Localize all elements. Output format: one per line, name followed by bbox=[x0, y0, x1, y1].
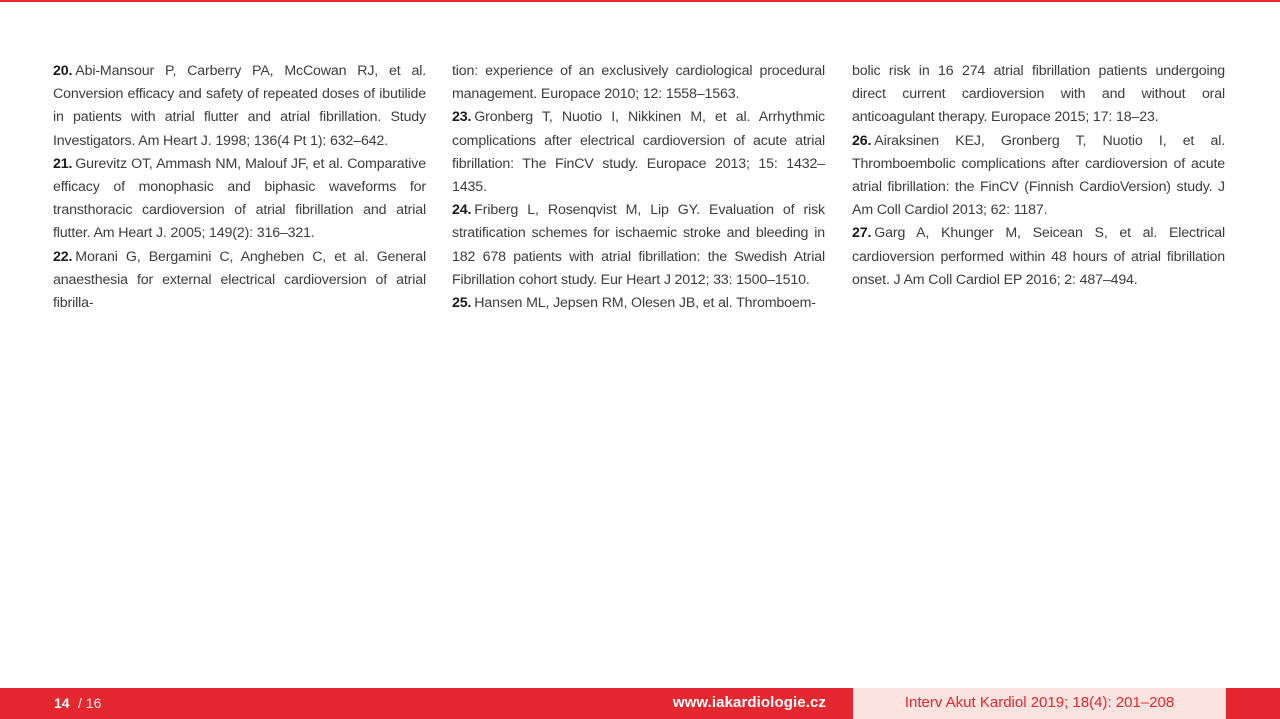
page-total: / 16 bbox=[78, 695, 102, 711]
reference-text: Gronberg T, Nuotio I, Nikkinen M, et al. Arrhythmic complications after electrical cardioversion of acute atrial fibrillation: The FinCV study. Europace 2013; 15: 1432–1435. bbox=[452, 109, 825, 196]
reference-number: 24. bbox=[452, 202, 472, 219]
reference-number: 20. bbox=[53, 63, 73, 79]
reference-21 bbox=[53, 153, 426, 246]
reference-number: 21. bbox=[53, 155, 73, 172]
reference-column-2 bbox=[452, 60, 825, 315]
journal-citation: Interv Akut Kardiol 2019; 18(4): 201–208 bbox=[904, 694, 1175, 711]
reference-number: 26. bbox=[852, 132, 872, 149]
reference-text: bolic risk in 16 274 atrial fibrillation patients undergoing direct current cardioversion with and without oral anticoagulant therapy. Europace 2015; 17: 18–23. bbox=[852, 63, 1225, 126]
page-footer bbox=[0, 688, 1280, 719]
footer-end-block bbox=[1226, 688, 1280, 719]
reference-text: Garg A, Khunger M, Seicean S, et al. Electrical cardioversion performed within 48 hours of atrial fibrillation onset. J Am Coll Cardiol EP 2016; 2: 487–494. bbox=[852, 225, 1225, 288]
reference-number: 22. bbox=[53, 248, 73, 265]
reference-26 bbox=[852, 130, 1225, 223]
reference-columns bbox=[53, 60, 1228, 312]
reference-23 bbox=[452, 106, 825, 199]
reference-27 bbox=[852, 222, 1225, 292]
reference-text: Friberg L, Rosenqvist M, Lip GY. Evaluation of risk stratification schemes for ischaemic stroke and bleeding in 182 678 patients with atrial fibrillation: the Swedish Atrial Fibrillation cohort study. Eur Heart J 2012; 33: 1500–1510. bbox=[452, 202, 825, 288]
reference-22-continued bbox=[452, 60, 825, 106]
reference-text: tion: experience of an exclusively cardiological procedural management. Europace 2010; 12: 1558–1563. bbox=[452, 63, 825, 103]
top-rule bbox=[0, 0, 1280, 2]
reference-text: Airaksinen KEJ, Gronberg T, Nuotio I, et al. Thromboembolic complications after cardioversion of acute atrial fibrillation: the FinCV (Finnish CardioVersion) study. J Am Coll Cardiol 2013; 62: 1187. bbox=[852, 132, 1225, 219]
footer-red-band bbox=[0, 688, 853, 719]
website-link[interactable]: www.iakardiologie.cz bbox=[672, 694, 826, 711]
reference-text: Morani G, Bergamini C, Angheben C, et al. General anaesthesia for external electrical cardioversion of atrial fibrilla- bbox=[53, 248, 426, 312]
reference-25 bbox=[452, 292, 825, 315]
reference-text: Hansen ML, Jepsen RM, Olesen JB, et al. Thromboem- bbox=[474, 295, 816, 312]
reference-number: 27. bbox=[852, 225, 872, 242]
reference-text: Abi-Mansour P, Carberry PA, McCowan RJ, et al. Conversion efficacy and safety of repeated doses of ibutilide in patients with atrial flutter and atrial fibrillation. Study Investigators. Am Heart J. 1998; 136(4 Pt 1): 632–642. bbox=[53, 63, 426, 149]
reference-22 bbox=[53, 246, 426, 316]
reference-number: 23. bbox=[452, 109, 472, 126]
reference-text: Gurevitz OT, Ammash NM, Malouf JF, et al. Comparative efficacy of monophasic and biphasic waveforms for transthoracic cardioversion of atrial fibrillation and atrial flutter. Am Heart J. 2005; 149(2): 316–321. bbox=[53, 155, 426, 242]
reference-20 bbox=[53, 60, 426, 153]
reference-column-1 bbox=[53, 60, 426, 315]
reference-24 bbox=[452, 199, 825, 292]
reference-25-continued bbox=[852, 60, 1225, 130]
reference-column-3 bbox=[852, 60, 1225, 292]
page-number: 14 bbox=[54, 695, 70, 711]
reference-number: 25. bbox=[452, 295, 472, 312]
footer-citation-band bbox=[853, 688, 1226, 719]
